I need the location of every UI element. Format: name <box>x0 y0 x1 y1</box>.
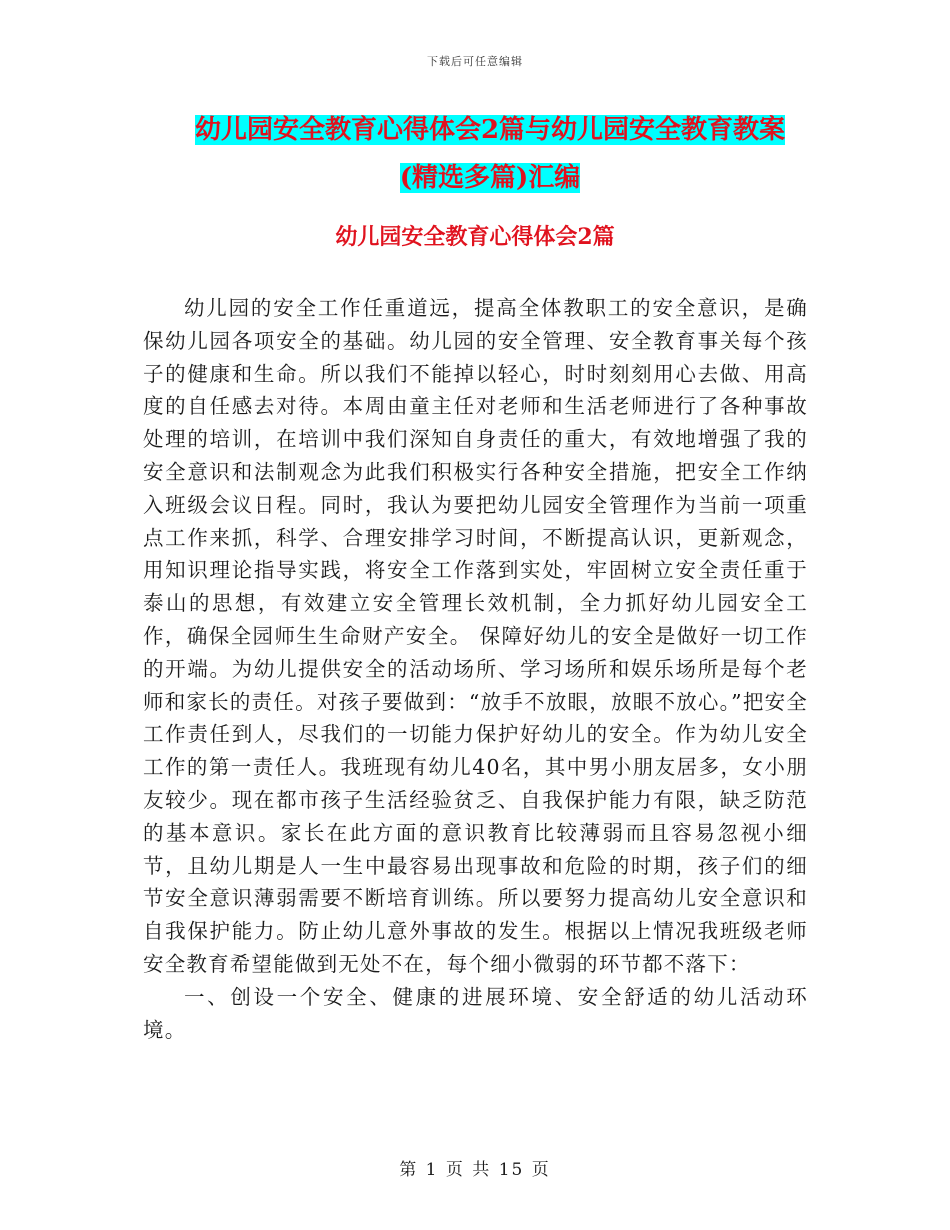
document-title-line-2: (精选多篇)汇编 <box>399 163 581 193</box>
document-title-line-1: 幼儿园安全教育心得体会2篇与幼儿园安全教育教案 <box>194 115 786 145</box>
body-text <box>143 292 808 1046</box>
paragraph-1: 幼儿园的安全工作任重道远，提高全体教职工的安全意识，是确保幼儿园各项安全的基础。幼儿园的安全管理、安全教育事关每个孩子的健康和生命。所以我们不能掉以轻心，时时刻刻用心去做、用高度的自任感去对待。本周由童主任对老师和生活老师进行了各种事故处理的培训，在培训中我们深知自身责任的重大，有效地增强了我的安全意识和法制观念为此我们积极实行各种安全措施，把安全工作纳入班级会议日程。同时，我认为要把幼儿园安全管理作为当前一项重点工作来抓，科学、合理安排学习时间，不断提高认识，更新观念，用知识理论指导实践，将安全工作落到实处，牢固树立安全责任重于泰山的思想，有效建立安全管理长效机制，全力抓好幼儿园安全工作，确保全园师生生命财产安全。 保障好幼儿的安全是做好一切工作的开端。为幼儿提供安全的活动场所、学习场所和娱乐场所是每个老师和家长的责任。对孩子要做到：“放手不放眼，放眼不放心。”把安全工作责任到人，尽我们的一切能力保护好幼儿的安全。作为幼儿安全工作的第一责任人。我班现有幼儿40名，其中男小朋友居多，女小朋友较少。现在都市孩子生活经验贫乏、自我保护能力有限，缺乏防范的基本意识。家长在此方面的意识教育比较薄弱而且容易忽视小细节，且幼儿期是人一生中最容易出现事故和危险的时期，孩子们的细节安全意识薄弱需要不断培育训练。所以要努力提高幼儿安全意识和自我保护能力。防止幼儿意外事故的发生。根据以上情况我班级老师安全教育希望能做到无处不在，每个细小微弱的环节都不落下： <box>143 296 808 976</box>
section-title: 幼儿园安全教育心得体会2篇 <box>335 224 615 250</box>
document-title <box>140 106 840 202</box>
page-number: 第 1 页 共 15 页 <box>399 1160 551 1180</box>
paragraph-2: 一、创设一个安全、健康的进展环境、安全舒适的幼儿活动环境。 <box>143 984 808 1042</box>
header-note: 下载后可任意编辑 <box>427 55 523 68</box>
